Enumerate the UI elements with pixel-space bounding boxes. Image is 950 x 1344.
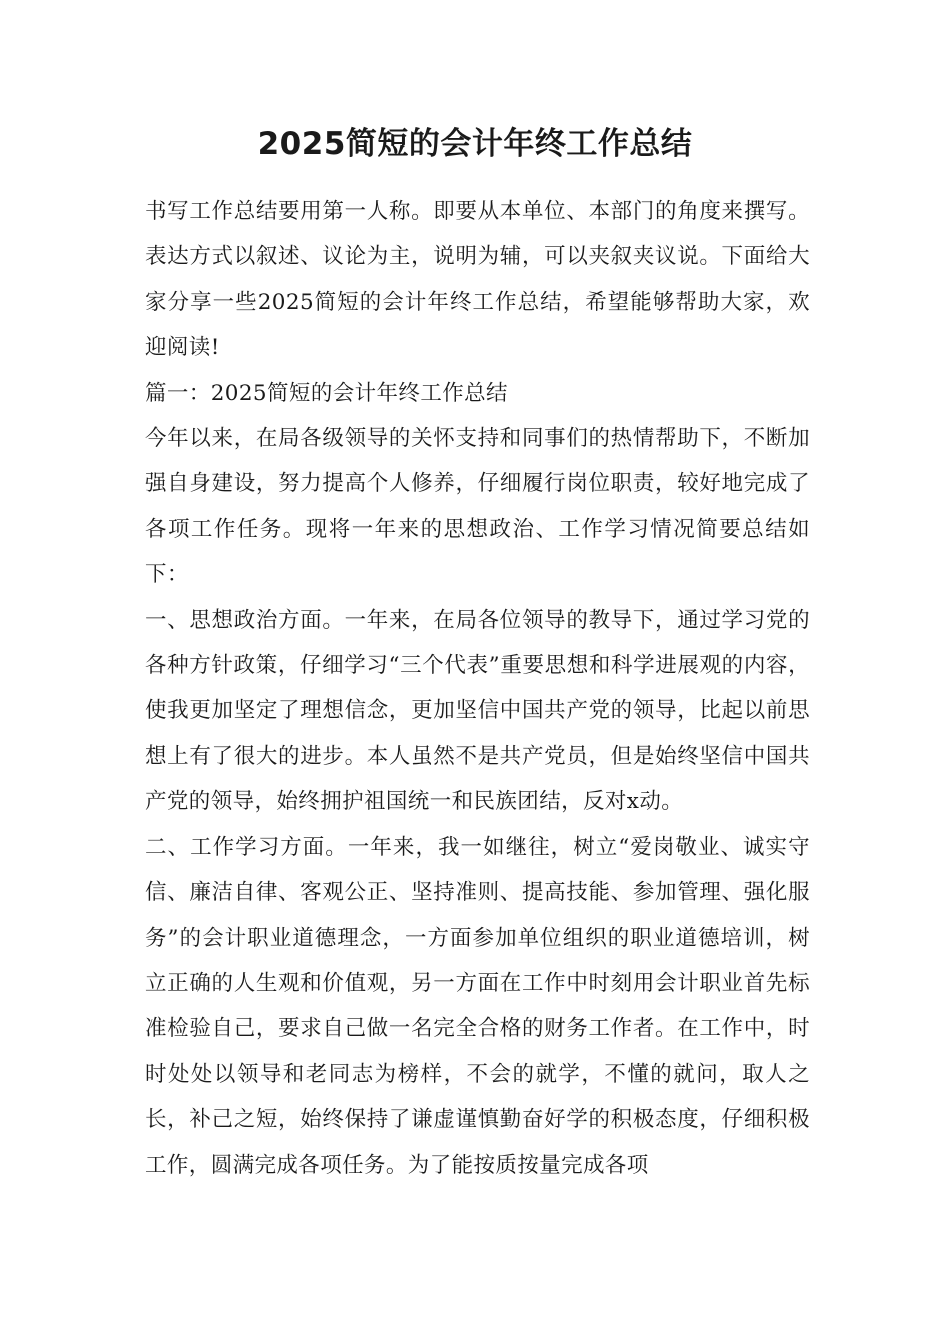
section-heading: 篇一：2025简短的会计年终工作总结 xyxy=(145,380,508,406)
document-body xyxy=(145,189,810,1188)
document-title: 2025简短的会计年终工作总结 xyxy=(257,126,693,162)
intro-paragraph: 书写工作总结要用第一人称。即要从本单位、本部门的角度来撰写。表达方式以叙述、议论为主，说明为辅，可以夹叙夹议说。下面给大家分享一些2025简短的会计年终工作总结，希望能够帮助大家，欢迎阅读! xyxy=(145,199,810,361)
summary-paragraph: 今年以来，在局各级领导的关怀支持和同事们的热情帮助下，不断加强自身建设，努力提高个人修养，仔细履行岗位职责，较好地完成了各项工作任务。现将一年来的思想政治、工作学习情况简要总结如下： xyxy=(145,426,810,588)
work-study-paragraph: 二、工作学习方面。一年来，我一如继往，树立“爱岗敬业、诚实守信、廉洁自律、客观公正、坚持准则、提高技能、参加管理、强化服务”的会计职业道德理念，一方面参加单位组织的职业道德培训，树立正确的人生观和价值观，另一方面在工作中时刻用会计职业首先标准检验自己，要求自己做一名完全合格的财务工作者。在工作中，时时处处以领导和老同志为榜样，不会的就学，不懂的就问，取人之长，补己之短，始终保持了谦虚谨慎勤奋好学的积极态度，仔细积极工作，圆满完成各项任务。为了能按质按量完成各项 xyxy=(145,834,810,1178)
political-paragraph: 一、思想政治方面。一年来，在局各位领导的教导下，通过学习党的各种方针政策，仔细学习“三个代表”重要思想和科学进展观的内容，使我更加坚定了理想信念，更加坚信中国共产党的领导，比起以前思想上有了很大的进步。本人虽然不是共产党员，但是始终坚信中国共产党的领导，始终拥护祖国统一和民族团结，反对x动。 xyxy=(145,607,810,815)
